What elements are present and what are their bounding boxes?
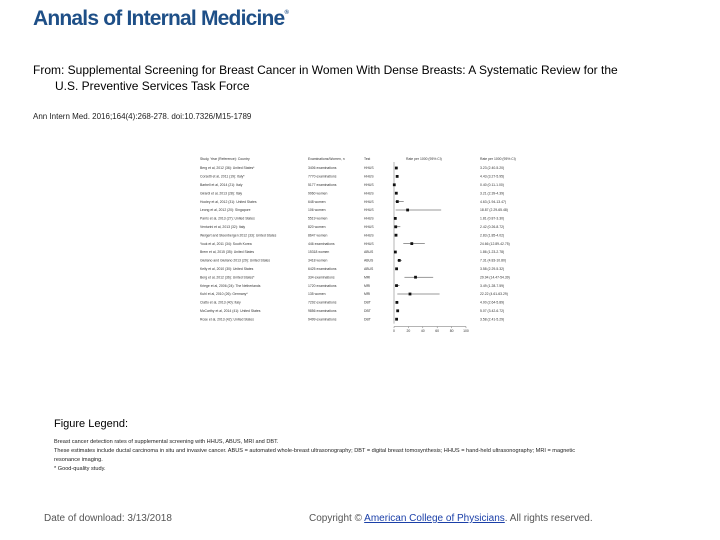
study-label: Girardi et al, 2013 (28): Italy — [200, 191, 243, 196]
sample-size-label: 135 women — [308, 292, 326, 297]
article-title-line-2: U.S. Preventive Services Task Force — [55, 79, 250, 93]
point-estimate — [406, 209, 409, 212]
study-label: Venturini et al, 2013 (32): Italy — [200, 225, 246, 229]
article-title-line-1: From: Supplemental Screening for Breast Cancer in Women With Dense Breasts: A Systematic Review for the — [33, 63, 618, 77]
sample-size-label: 15318 women — [308, 250, 330, 255]
study-label: Hooley et al, 2012 (31): United States — [200, 199, 257, 204]
test-label: MRI — [364, 283, 371, 288]
rate-label: 2.42 (0.26-8.72) — [480, 225, 505, 229]
point-estimate — [410, 242, 413, 245]
rate-label: 2.83 (1.85-4.02) — [480, 233, 505, 238]
rate-label: 3.58 (2.29-5.32) — [480, 267, 505, 271]
journal-logo — [33, 7, 289, 31]
rate-label: 0.40 (0.11-1.00) — [480, 183, 504, 187]
test-label: HHUS — [364, 233, 374, 238]
study-label: Leong et al, 2012 (20): Singapore — [200, 208, 251, 213]
study-label: Parris et al, 2013 (27): United States — [200, 216, 255, 221]
study-label: Ciatto et al, 2013 (40): Italy — [200, 300, 241, 305]
axis-tick-label: 100 — [463, 329, 469, 334]
legend-line: These estimates include ductal carcinoma in situ and invasive cancer. ABUS = automated whole-breast ultrasonography; DBT = digital breast tomosynthesis; HHUS = hand-held ultrasonography; MRI = magnetic — [54, 448, 576, 454]
point-estimate — [394, 225, 397, 228]
sample-size-label: 648 women — [308, 199, 326, 204]
rate-label: 24.66 (12.89-42.75) — [480, 241, 510, 246]
rate-label: 3.21 (2.39-4.39) — [480, 191, 505, 196]
figure-legend — [54, 418, 674, 474]
journal-name: Annals of Internal Medicine — [33, 7, 285, 30]
figure-image[interactable] — [196, 154, 532, 344]
sample-size-label: 820 women — [308, 225, 326, 229]
test-label: ABUS — [364, 258, 374, 263]
article-title — [33, 62, 683, 94]
point-estimate — [395, 167, 398, 170]
copyright-notice — [309, 513, 593, 524]
test-label: DBT — [364, 309, 371, 313]
sample-size-label: 1720 examinations — [308, 283, 337, 288]
study-label: Kriege et al, 2006 (24): The Netherlands — [200, 283, 261, 288]
axis-tick-label: 60 — [435, 329, 440, 334]
rate-label: 5.07 (3.42-6.72) — [480, 309, 505, 313]
sample-size-label: 5519 women — [308, 216, 328, 221]
sample-size-label: 7292 examinations — [308, 300, 337, 305]
legend-line: * Good-quality study. — [54, 466, 106, 472]
study-label: McCarthy et al, 2014 (41): United States — [200, 309, 261, 313]
rate-label: 29.94 (14.47-54.39) — [480, 275, 510, 280]
forest-plot — [196, 154, 532, 344]
point-estimate — [395, 192, 398, 195]
rate-label: 22.22 (4.61-63.29) — [480, 292, 508, 297]
test-label: HHUS — [364, 183, 374, 187]
sample-size-label: 9499 examinations — [308, 317, 337, 322]
test-label: ABUS — [364, 267, 374, 271]
plot-header: Examinations/Women, n — [308, 157, 345, 161]
test-label: HHUS — [364, 174, 374, 179]
rate-label: 3.23 (2.40-5.20) — [480, 166, 505, 171]
test-label: HHUS — [364, 241, 374, 246]
rate-label: 3.49 (1.28-7.59) — [480, 283, 505, 288]
study-label: Kelly et al, 2010 (30): United States — [200, 267, 254, 271]
sample-size-label: 9960 women — [308, 191, 328, 196]
test-label: HHUS — [364, 225, 374, 229]
sample-size-label: 7770 examinations — [308, 174, 337, 179]
legend-line: Breast cancer detection rates of supplemental screening with HHUS, ABUS, MRI and DBT. — [54, 439, 279, 445]
test-label: MRI — [364, 292, 371, 297]
point-estimate — [414, 276, 417, 279]
point-estimate — [394, 251, 397, 254]
rights-text: . All rights reserved. — [504, 513, 593, 524]
study-label: Corsetti et al, 2011 (19): Italy* — [200, 174, 245, 179]
publisher-link[interactable]: American College of Physicians — [364, 513, 505, 524]
study-label: Berg et al, 2012 (36): United States* — [200, 166, 255, 171]
study-label: Barbell et al, 2014 (21): Italy — [200, 183, 243, 187]
sample-size-label: 106 women — [308, 208, 326, 213]
test-label: HHUS — [364, 199, 374, 204]
test-label: HHUS — [364, 166, 374, 171]
test-label: HHUS — [364, 208, 374, 213]
sample-size-label: 6425 examinations — [308, 267, 337, 271]
sample-size-label: 3418 women — [308, 258, 328, 263]
point-estimate — [409, 293, 412, 296]
sample-size-label: 8647 women — [308, 233, 328, 238]
point-estimate — [395, 318, 398, 321]
point-estimate — [395, 301, 398, 304]
sample-size-label: 334 examinations — [308, 275, 335, 280]
point-estimate — [398, 259, 401, 262]
plot-header: Rate per 1000 (95% CI) — [406, 157, 442, 161]
test-label: MRI — [364, 275, 371, 280]
point-estimate — [396, 200, 399, 203]
point-estimate — [395, 234, 398, 237]
point-estimate — [394, 217, 397, 220]
test-label: HHUS — [364, 216, 374, 221]
article-citation: Ann Intern Med. 2016;164(4):268-278. doi:10.7326/M15-1789 — [33, 112, 252, 121]
test-label: DBT — [364, 317, 371, 322]
point-estimate — [396, 175, 399, 178]
point-estimate — [396, 309, 399, 312]
rate-label: 1.86 (1.23-2.78) — [480, 250, 505, 255]
sample-size-label: 446 examinations — [308, 241, 335, 246]
test-label: DBT — [364, 300, 371, 305]
point-estimate — [395, 284, 398, 287]
rate-label: 7.31 (4.83-10.80) — [480, 258, 507, 263]
study-label: Kuhl et al, 2010 (26): Germany* — [200, 292, 248, 297]
download-date: Date of download: 3/13/2018 — [44, 513, 172, 524]
legend-heading: Figure Legend: — [54, 418, 128, 430]
rate-label: 18.87 (2.29-65.48) — [480, 208, 508, 213]
plot-header: Rate per 1000 (95% CI) — [480, 157, 516, 161]
sample-size-label: 9856 examinations — [308, 309, 337, 313]
sample-size-label: 5177 examinations — [308, 183, 337, 187]
rate-label: 4.00 (2.64-5.89) — [480, 300, 505, 305]
point-estimate — [395, 267, 398, 270]
study-label: Rose et al, 2013 (42): United States — [200, 317, 254, 322]
axis-tick-label: 80 — [449, 329, 454, 334]
study-label: Berg et al, 2012 (36): United States* — [200, 275, 255, 280]
test-label: ABUS — [364, 250, 374, 255]
plot-header: Study, Year (Reference): Country — [200, 157, 250, 161]
rate-label: 4.43 (3.27-5.95) — [480, 174, 505, 179]
study-label: Weigert and Steenbergen 2012 (33): United States — [200, 233, 277, 238]
point-estimate — [393, 183, 396, 186]
axis-tick-label: 40 — [420, 329, 425, 334]
study-label: Youk et al, 2011 (34): South Korea — [200, 241, 252, 246]
rate-label: 3.58 (2.41-5.29) — [480, 317, 505, 322]
test-label: HHUS — [364, 191, 374, 196]
plot-header: Test — [364, 157, 371, 161]
sample-size-label: 3406 examinations — [308, 166, 337, 171]
study-label: Brem et al, 2015 (35): United States — [200, 250, 255, 255]
rate-label: 4.63 (1.94-13.47) — [480, 199, 507, 204]
legend-line: resonance imaging. — [54, 457, 103, 463]
study-label: Giuliano and Giuliano 2013 (29): United States — [200, 258, 271, 263]
rate-label: 1.81 (0.87-3.30) — [480, 216, 505, 221]
axis-tick-label: 20 — [406, 329, 411, 334]
copyright-prefix: Copyright © — [309, 513, 365, 524]
registered-mark: ® — [284, 10, 289, 16]
axis-tick-label: 0 — [393, 329, 395, 334]
